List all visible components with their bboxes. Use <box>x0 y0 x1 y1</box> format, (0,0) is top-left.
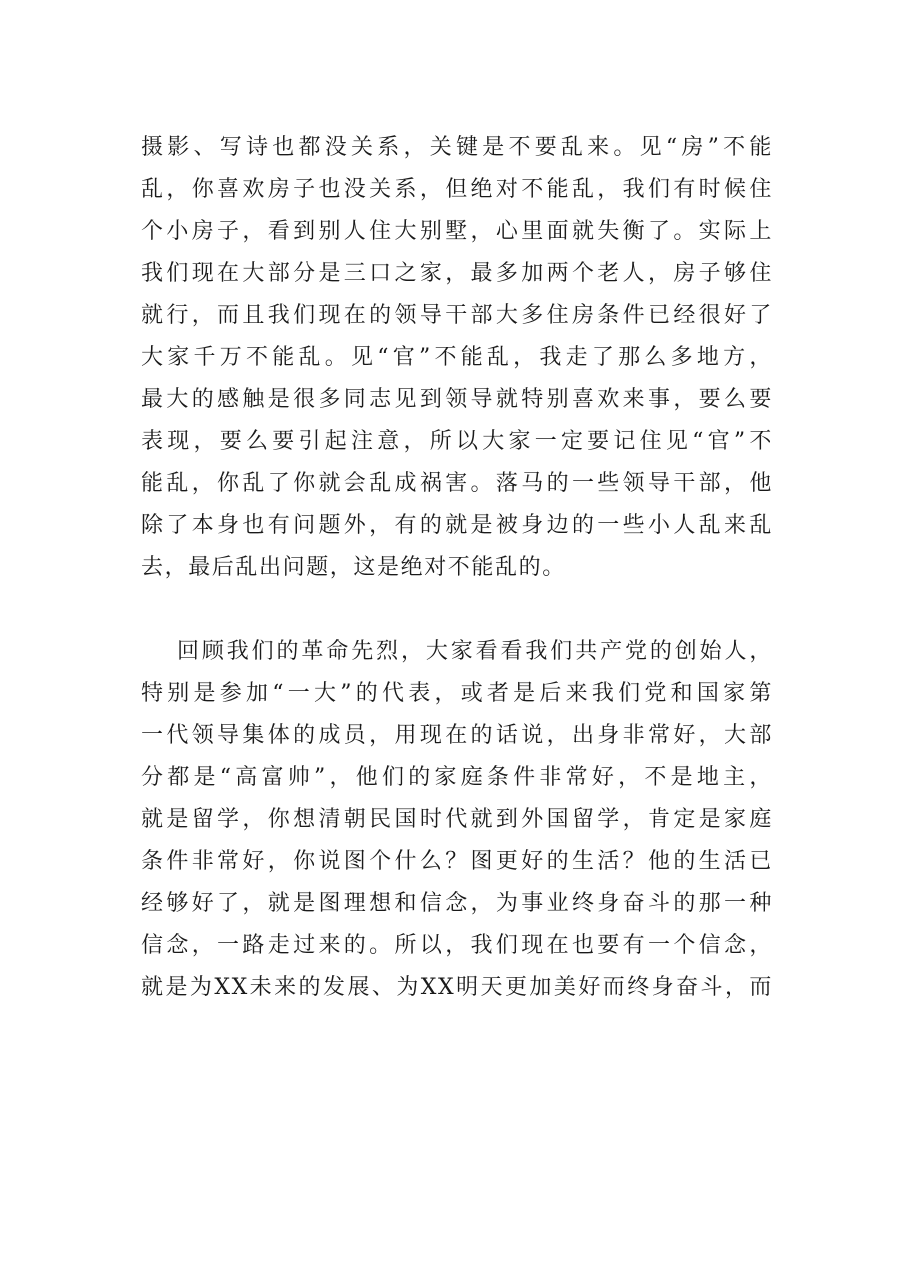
paragraph-line: 就行，而且我们现在的领导干部大多住房条件已经很好了 <box>141 303 773 328</box>
paragraph-line: 乱，你喜欢房子也没关系，但绝对不能乱，我们有时候住 <box>141 177 773 202</box>
paragraph-line: 就是为XX未来的发展、为XX明天更加美好而终身奋斗，而 <box>141 975 773 1000</box>
paragraph-line: 经够好了，就是图理想和信念，为事业终身奋斗的那一种 <box>141 891 773 916</box>
paragraph-line: 去，最后乱出问题，这是绝对不能乱的。 <box>141 555 566 580</box>
paragraph-line: 分都是“高富帅”，他们的家庭条件非常好，不是地主， <box>141 765 773 790</box>
paragraph-line: 除了本身也有问题外，有的就是被身边的一些小人乱来乱 <box>141 513 773 538</box>
paragraph-line: 特别是参加“一大”的代表，或者是后来我们党和国家第 <box>141 681 773 706</box>
paragraph-line: 我们现在大部分是三口之家，最多加两个老人，房子够住 <box>141 261 773 286</box>
paragraph-line: 摄影、写诗也都没关系，关键是不要乱来。见“房”不能 <box>141 135 773 160</box>
paragraph-line: 能乱，你乱了你就会乱成祸害。落马的一些领导干部，他 <box>141 471 773 496</box>
paragraph-line: 大家千万不能乱。见“官”不能乱，我走了那么多地方， <box>141 345 773 370</box>
paragraph-line: 信念，一路走过来的。所以，我们现在也要有一个信念， <box>141 933 773 958</box>
paragraph-line: 一代领导集体的成员，用现在的话说，出身非常好，大部 <box>141 723 773 748</box>
paragraph-2 <box>141 631 773 1009</box>
paragraph-line: 就是留学，你想清朝民国时代就到外国留学，肯定是家庭 <box>141 807 773 832</box>
paragraph-line: 表现，要么要引起注意，所以大家一定要记住见“官”不 <box>141 429 773 454</box>
paragraph-1 <box>141 127 773 589</box>
paragraph-line: 回顾我们的革命先烈，大家看看我们共产党的创始人， <box>177 639 773 664</box>
paragraph-line: 个小房子，看到别人住大别墅，心里面就失衡了。实际上 <box>141 219 773 244</box>
paragraph-line: 最大的感触是很多同志见到领导就特别喜欢来事，要么要 <box>141 387 773 412</box>
paragraph-line: 条件非常好，你说图个什么？图更好的生活？他的生活已 <box>141 849 773 874</box>
